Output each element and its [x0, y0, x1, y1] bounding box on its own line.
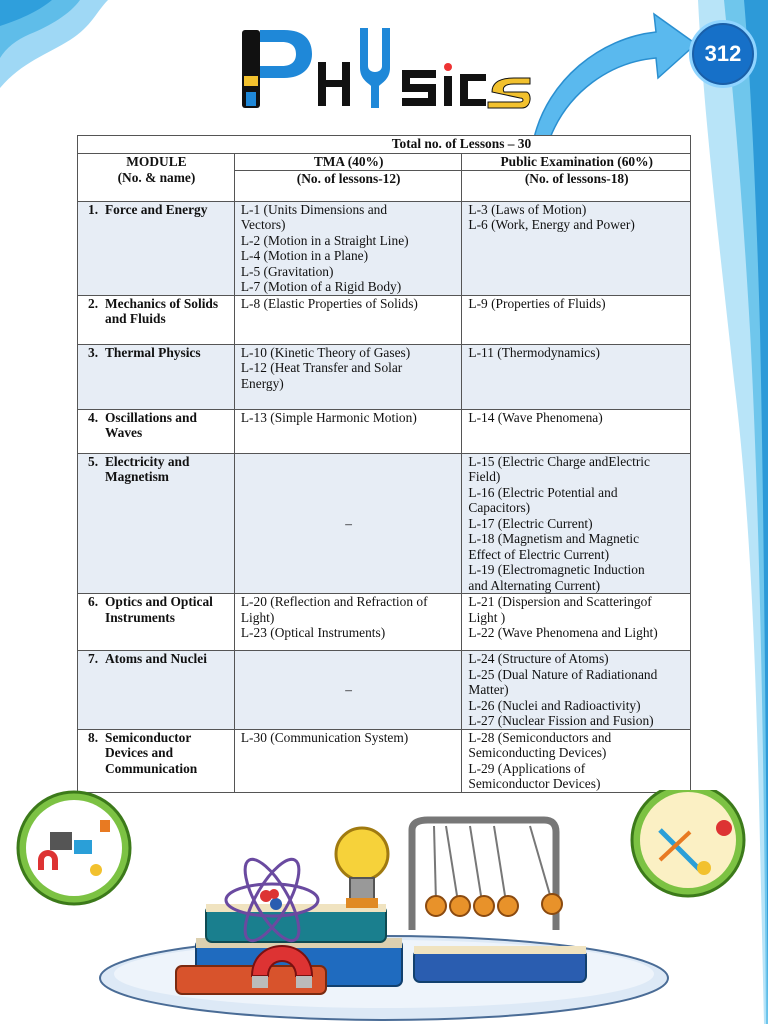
lesson-line: – [345, 515, 352, 531]
lesson-line: Matter) [468, 682, 509, 697]
lesson-line: L-19 (Electromagnetic Induction [468, 562, 645, 577]
light-bulb-icon [336, 828, 388, 908]
lesson-line: L-27 (Nuclear Fission and Fusion) [468, 713, 654, 728]
lessons-table [77, 135, 691, 793]
module-number: 1. [88, 201, 99, 217]
tma-lessons-cell [234, 594, 462, 651]
public-exam-lessons-cell [462, 409, 691, 453]
module-name-line: Magnetism [105, 469, 169, 484]
lesson-line: Vectors) [240, 217, 286, 232]
table-row [78, 344, 691, 409]
table-row [78, 453, 691, 594]
lesson-line: L-2 (Motion in a Straight Line) [240, 232, 409, 248]
page-number: 312 [704, 41, 742, 66]
module-cell [78, 729, 235, 792]
header-public-exam: Public Examination (60%) [462, 154, 691, 171]
public-exam-lessons-cell [462, 344, 691, 409]
newtons-cradle-icon [412, 820, 562, 930]
module-cell [78, 453, 235, 594]
table-row [78, 201, 691, 295]
header-module: MODULE (No. & name) [78, 154, 235, 202]
lesson-line: Energy) [240, 375, 284, 391]
module-name-line: Instruments [105, 609, 175, 625]
module-number: 6. [88, 594, 99, 609]
public-exam-lessons-cell [462, 201, 691, 295]
lesson-line: Capacitors) [468, 500, 531, 515]
module-name: Semiconductor [105, 729, 192, 745]
lesson-line: L-29 (Applications of [468, 760, 586, 776]
lesson-line: L-5 (Gravitation) [240, 263, 334, 279]
header-tma-sub: (No. of lessons-12) [234, 170, 462, 201]
lesson-line: and Alternating Current) [468, 577, 601, 593]
module-number: 5. [88, 453, 99, 469]
public-exam-lessons-cell [462, 295, 691, 344]
science-illustration [0, 790, 768, 1024]
lesson-line: L-6 (Work, Energy and Power) [468, 217, 635, 232]
module-name-line: and Fluids [105, 311, 166, 326]
header-public-sub: (No. of lessons-18) [462, 170, 691, 201]
lesson-line: – [345, 682, 352, 697]
tma-lessons-cell [234, 201, 462, 295]
science-collage-circle-left [18, 792, 130, 904]
lesson-line: L-8 (Elastic Properties of Solids) [240, 295, 418, 311]
table-title: Total no. of Lessons – 30 [78, 136, 691, 154]
lesson-line: L-24 (Structure of Atoms) [468, 651, 609, 666]
tma-lessons-cell [234, 453, 462, 594]
module-number: 2. [88, 295, 99, 311]
lesson-line: Light ) [468, 609, 506, 625]
module-cell [78, 295, 235, 344]
page-number-badge [689, 20, 757, 88]
table-row [78, 729, 691, 792]
lesson-line: L-11 (Thermodynamics) [468, 344, 600, 360]
tma-lessons-cell [234, 651, 462, 730]
table-row [78, 409, 691, 453]
lesson-line: L-26 (Nuclei and Radioactivity) [468, 697, 641, 713]
lesson-line: L-25 (Dual Nature of Radiationand [468, 666, 658, 682]
lesson-line: L-13 (Simple Harmonic Motion) [240, 409, 417, 425]
lesson-line: Light) [240, 609, 275, 625]
lesson-line: L-12 (Heat Transfer and Solar [240, 360, 403, 375]
lesson-line: L-30 (Communication System) [240, 729, 409, 745]
module-cell [78, 201, 235, 295]
module-name-line: Waves [105, 425, 143, 440]
public-exam-lessons-cell [462, 453, 691, 594]
module-name: Mechanics of Solids [105, 295, 219, 311]
lesson-line: L-28 (Semiconductors and [468, 729, 612, 745]
lesson-line: L-9 (Properties of Fluids) [468, 295, 606, 311]
lesson-line: L-7 (Motion of a Rigid Body) [240, 279, 402, 294]
public-exam-lessons-cell [462, 729, 691, 792]
public-exam-lessons-cell [462, 594, 691, 651]
lesson-line: L-15 (Electric Charge andElectric [468, 453, 650, 469]
tma-lessons-cell [234, 409, 462, 453]
physics-logo [232, 22, 532, 114]
public-exam-lessons-cell [462, 651, 691, 730]
lesson-line: L-16 (Electric Potential and [468, 484, 618, 500]
module-name: Atoms and Nuclei [105, 651, 207, 666]
module-name: Oscillations and [105, 409, 197, 425]
table-row [78, 651, 691, 730]
module-name: Optics and Optical [105, 594, 213, 609]
module-name-line: Communication [105, 760, 198, 776]
lesson-line: L-10 (Kinetic Theory of Gases) [240, 344, 411, 360]
tma-lessons-cell [234, 729, 462, 792]
table-row [78, 295, 691, 344]
module-number: 4. [88, 409, 99, 425]
table-body [78, 201, 691, 792]
lesson-line: L-20 (Reflection and Refraction of [240, 594, 428, 609]
tma-lessons-cell [234, 344, 462, 409]
module-cell [78, 409, 235, 453]
lesson-line: L-17 (Electric Current) [468, 515, 593, 531]
science-collage-circle-right [632, 790, 744, 896]
lesson-line: Effect of Electric Current) [468, 546, 610, 562]
lesson-line: L-22 (Wave Phenomena and Light) [468, 625, 658, 640]
module-number: 8. [88, 729, 99, 745]
lesson-line: L-21 (Dispersion and Scatteringof [468, 594, 652, 609]
lesson-line: L-3 (Laws of Motion) [468, 201, 587, 217]
module-number: 7. [88, 651, 99, 666]
lesson-line: Semiconductor Devices) [468, 776, 601, 791]
lesson-line: L-4 (Motion in a Plane) [240, 248, 369, 263]
corner-decoration-left [0, 0, 110, 95]
lesson-line: Field) [468, 469, 501, 484]
lesson-line: L-23 (Optical Instruments) [240, 625, 386, 640]
module-cell [78, 651, 235, 730]
lesson-line: Semiconducting Devices) [468, 745, 607, 760]
module-name: Electricity and [105, 453, 190, 469]
module-name-line: Devices and [105, 745, 174, 760]
module-number: 3. [88, 344, 99, 360]
module-name: Force and Energy [105, 201, 208, 217]
tma-lessons-cell [234, 295, 462, 344]
lesson-line: L-18 (Magnetism and Magnetic [468, 531, 640, 546]
lesson-line: L-1 (Units Dimensions and [240, 201, 388, 217]
module-cell [78, 594, 235, 651]
header-tma: TMA (40%) [234, 154, 462, 171]
module-cell [78, 344, 235, 409]
module-name: Thermal Physics [105, 344, 201, 360]
lesson-line: L-14 (Wave Phenomena) [468, 409, 603, 425]
table-row [78, 594, 691, 651]
